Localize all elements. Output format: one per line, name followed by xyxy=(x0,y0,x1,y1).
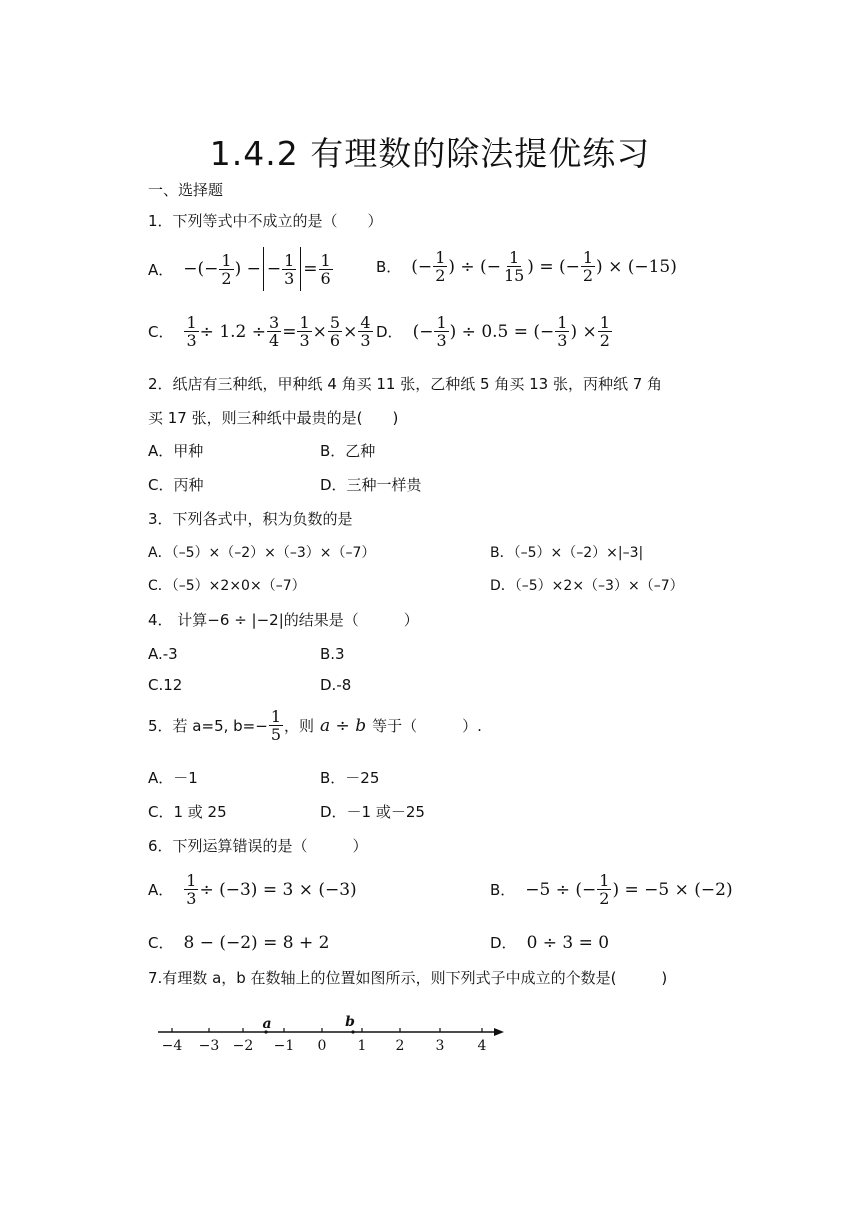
q6-option-c-formula: 8 − (−2) = 8 + 2 xyxy=(183,932,330,953)
q1-stem: 1．下列等式中不成立的是（ ） xyxy=(148,212,383,230)
q3-stem: 3．下列各式中，积为负数的是 xyxy=(148,510,353,528)
page-title: 1.4.2 有理数的除法提优练习 xyxy=(209,134,651,173)
q4-option-b[interactable]: B.3 xyxy=(320,645,345,663)
q5-fraction: $\frac{1}{5}$ xyxy=(270,707,281,744)
q6-option-d[interactable]: D． 0 ÷ 3 = 0 xyxy=(490,932,610,953)
number-line-arrow xyxy=(494,1028,504,1036)
q5-option-c[interactable]: C．1 或 25 xyxy=(148,803,227,821)
q1-option-a-formula: −(− $\frac{1}{2}$ ) − − $\frac{1}{3}$ = $\frac{1}{6}$ xyxy=(183,247,333,291)
q3-option-c[interactable]: C．（–5）×2×0×（–7） xyxy=(148,578,306,594)
point-b-label: b xyxy=(345,1014,355,1030)
tick-label: −4 xyxy=(161,1038,183,1054)
q5-option-b[interactable]: B．－25 xyxy=(320,769,380,787)
tick-label: −2 xyxy=(232,1038,254,1054)
q2-option-c[interactable]: C．丙种 xyxy=(148,476,204,494)
q2-stem-line2: 买 17 张，则三种纸中最贵的是( ) xyxy=(148,409,399,427)
tick-label: 4 xyxy=(477,1038,487,1054)
tick-label: 2 xyxy=(395,1038,405,1054)
q5-option-a[interactable]: A．－1 xyxy=(148,769,198,787)
q4-option-a[interactable]: A.-3 xyxy=(148,645,178,663)
tick-label: 1 xyxy=(357,1038,367,1054)
q6-option-a-formula: $\frac{1}{3}$ ÷ (−3) = 3 × (−3) xyxy=(186,871,357,908)
q1-option-a[interactable]: A． −(− $\frac{1}{2}$ ) − − $\frac{1}{3}$ = $\frac{1}{6}$ xyxy=(148,247,334,291)
q6-option-d-formula: 0 ÷ 3 = 0 xyxy=(526,932,610,953)
q4-option-d[interactable]: D.-8 xyxy=(320,676,352,694)
tick-label: −1 xyxy=(273,1038,295,1054)
tick-label: 0 xyxy=(317,1038,327,1054)
q3-option-b[interactable]: B．（–5）×（–2）×|–3| xyxy=(490,545,644,561)
q1-option-b[interactable]: B． (− $\frac{1}{2}$ ) ÷ (− $\frac{1}{15}$ ) = (− $\frac{1}{2}$ ) × (−15) xyxy=(376,248,677,285)
q1-option-d-formula: (− $\frac{1}{3}$ ) ÷ 0.5 = (− $\frac{1}{3}$ ) × $\frac{1}{2}$ xyxy=(412,313,610,350)
q1-option-c[interactable]: C． $\frac{1}{3}$ ÷ 1.2 ÷ $\frac{3}{4}$ = $\frac{1}{3}$ × $\frac{5}{6}$ × $\frac{4}{3}$ xyxy=(148,314,374,349)
q2-option-b[interactable]: B．乙种 xyxy=(320,442,376,460)
q2-option-a[interactable]: A．甲种 xyxy=(148,442,204,460)
q2-stem-line1: 2．纸店有三种纸，甲种纸 4 角买 11 张，乙种纸 5 角买 13 张，丙种纸 7 角 xyxy=(148,375,663,393)
q3-option-d[interactable]: D．（–5）×2×（–3）×（–7） xyxy=(490,578,684,594)
q4-option-c[interactable]: C.12 xyxy=(148,676,183,694)
q7-stem: 7.有理数 a，b 在数轴上的位置如图所示，则下列式子中成立的个数是( ) xyxy=(148,969,668,987)
q5-stem: 5．若 a=5, b=− $\frac{1}{5}$ ，则 a ÷ b 等于（ ）. xyxy=(148,707,482,744)
q1-option-c-formula: $\frac{1}{3}$ ÷ 1.2 ÷ $\frac{3}{4}$ = $\frac{1}{3}$ × $\frac{5}{6}$ × $\frac{4}{3}$ xyxy=(186,313,371,350)
q6-option-b[interactable]: B． −5 ÷ (− $\frac{1}{2}$ ) = −5 × (−2) xyxy=(490,871,733,908)
q6-stem: 6．下列运算错误的是（ ） xyxy=(148,837,368,855)
q5-option-d[interactable]: D．－1 或－25 xyxy=(320,803,425,821)
q6-option-b-formula: −5 ÷ (− $\frac{1}{2}$ ) = −5 × (−2) xyxy=(525,871,733,908)
q6-option-a[interactable]: A． $\frac{1}{3}$ ÷ (−3) = 3 × (−3) xyxy=(148,871,357,908)
q1-option-d[interactable]: D． (− $\frac{1}{3}$ ) ÷ 0.5 = (− $\frac{1}{3}$ ) × $\frac{1}{2}$ xyxy=(376,314,613,349)
q3-option-a[interactable]: A．（–5）×（–2）×（–3）×（–7） xyxy=(148,545,376,561)
number-line-figure xyxy=(150,1008,510,1068)
section-heading: 一、选择题 xyxy=(148,181,224,199)
point-a-label: a xyxy=(262,1016,272,1032)
point-b xyxy=(351,1030,354,1033)
tick-label: 3 xyxy=(435,1038,445,1054)
q1-option-b-formula: (− $\frac{1}{2}$ ) ÷ (− $\frac{1}{15}$ ) = (− $\frac{1}{2}$ ) × (−15) xyxy=(411,248,677,285)
tick-label: −3 xyxy=(198,1038,220,1054)
q2-option-d[interactable]: D．三种一样贵 xyxy=(320,476,422,494)
q4-stem: 4． 计算−6 ÷ |−2|的结果是（ ） xyxy=(148,611,419,629)
q6-option-c[interactable]: C． 8 − (−2) = 8 + 2 xyxy=(148,932,330,953)
